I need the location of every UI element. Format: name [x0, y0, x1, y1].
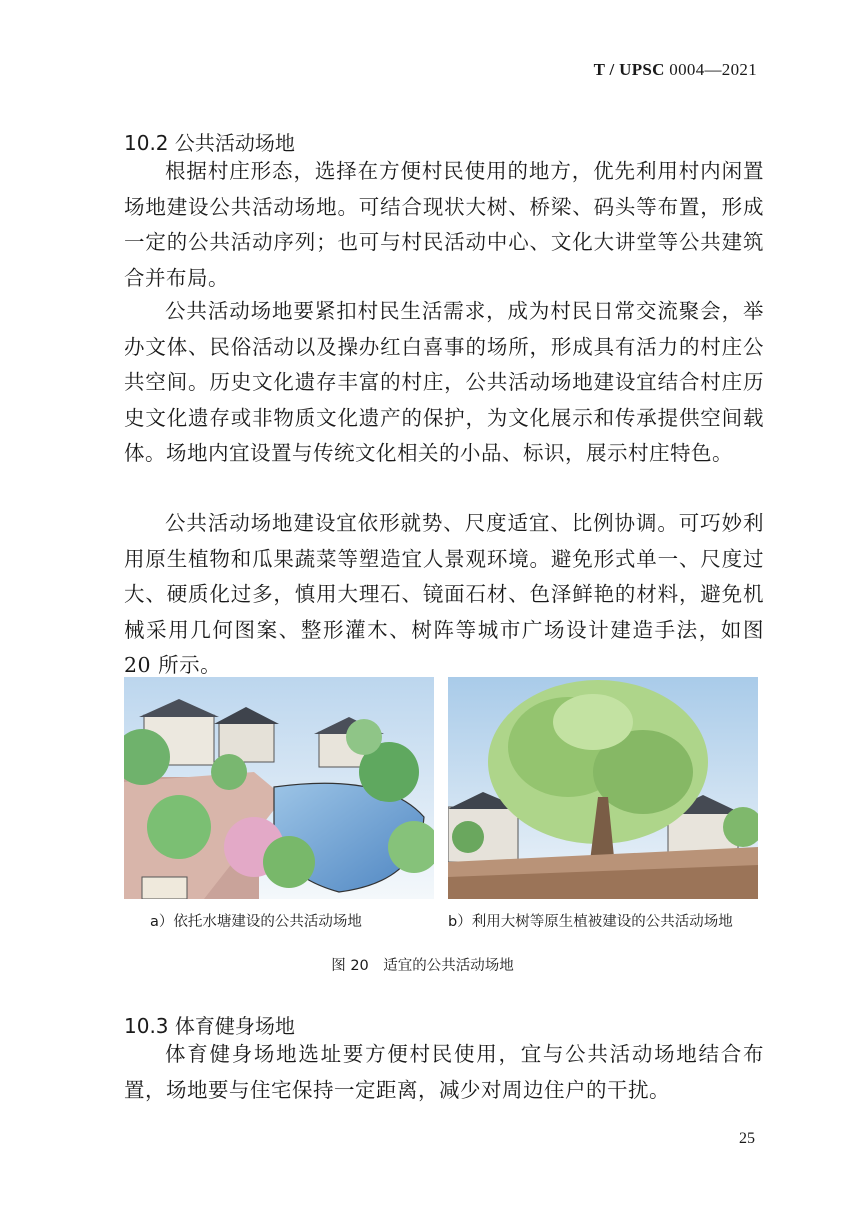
section-title-10-3: 10.3 体育健身场地	[124, 1014, 295, 1038]
page-number: 25	[739, 1130, 755, 1147]
paragraph-4: 体育健身场地选址要方便村民使用，宜与公共活动场地结合布置，场地要与住宅保持一定距离，减少对周边住户的干扰。	[124, 1042, 764, 1102]
standard-header	[594, 60, 757, 80]
figure-title: 图 20 适宜的公共活动场地	[331, 958, 514, 974]
figure-caption-b: b）利用大树等原生植被建设的公共活动场地	[448, 914, 733, 930]
figure-pond-plaza-illustration	[124, 677, 434, 899]
paragraph-1: 根据村庄形态，选择在方便村民使用的地方，优先利用村内闲置场地建设公共活动场地。可结合现状大树、桥梁、码头等布置，形成一定的公共活动序列；也可与村民活动中心、文化大讲堂等公共建筑合并布局。	[124, 159, 764, 290]
figure-big-tree-illustration	[448, 677, 758, 899]
figure-caption-a: a）依托水塘建设的公共活动场地	[150, 914, 362, 930]
section-title-10-2: 10.2 公共活动场地	[124, 131, 295, 155]
standard-number: 0004—2021	[669, 60, 757, 79]
standard-id: T / UPSC	[593, 60, 665, 79]
paragraph-2: 公共活动场地要紧扣村民生活需求，成为村民日常交流聚会，举办文体、民俗活动以及操办红白喜事的场所，形成具有活力的村庄公共空间。历史文化遗存丰富的村庄，公共活动场地建设宜结合村庄历史文化遗存或非物质文化遗产的保护，为文化展示和传承提供空间载体。场地内宜设置与传统文化相关的小品、标识，展示村庄特色。	[124, 299, 764, 465]
paragraph-3: 公共活动场地建设宜依形就势、尺度适宜、比例协调。可巧妙利用原生植物和瓜果蔬菜等塑造宜人景观环境。避免形式单一、尺度过大、硬质化过多，慎用大理石、镜面石材、色泽鲜艳的材料，避免机械采用几何图案、整形灌木、树阵等城市广场设计建造手法，如图 20 所示。	[124, 511, 764, 677]
